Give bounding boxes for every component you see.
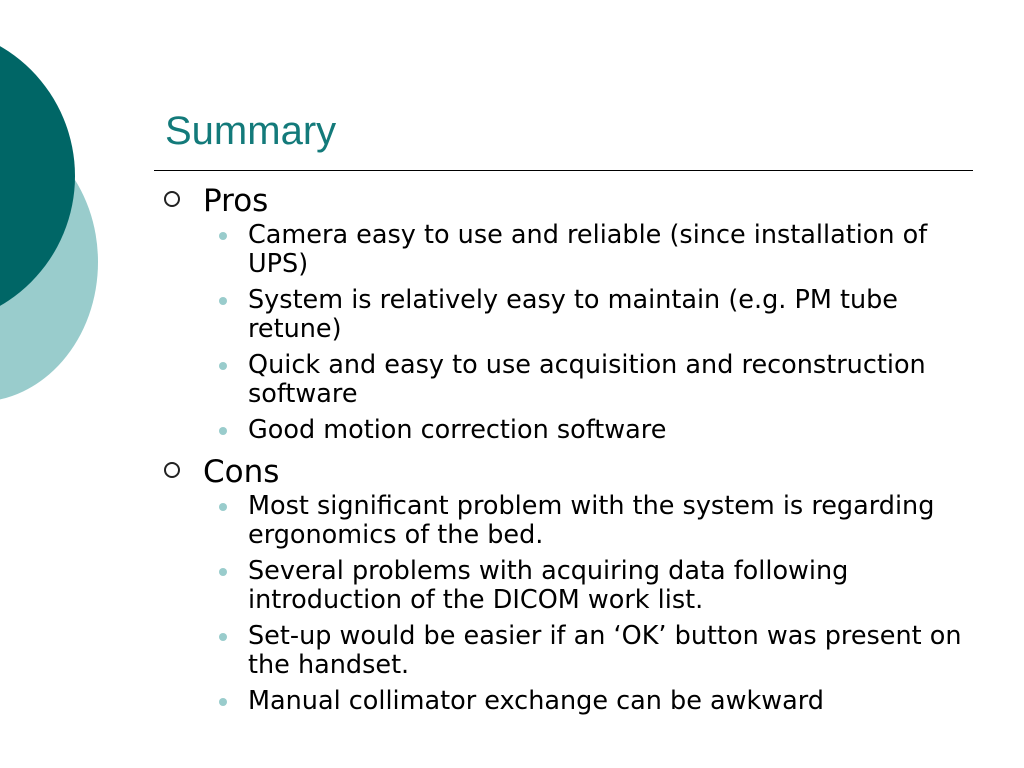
list-item-text: Camera easy to use and reliable (since installation of UPS): [248, 220, 928, 279]
hollow-circle-icon: [164, 462, 180, 478]
pros-heading-item: [164, 181, 964, 221]
list-item: [164, 557, 964, 615]
slide-body: [164, 181, 964, 723]
cons-heading: Cons: [203, 454, 280, 490]
list-item-text: Quick and easy to use acquisition and reconstruction software: [248, 350, 926, 409]
title-divider: [154, 170, 973, 171]
bullet-dot-icon: [219, 633, 227, 641]
list-item-text: System is relatively easy to maintain (e.g. PM tube retune): [248, 285, 898, 344]
cons-section: [164, 452, 964, 716]
cons-heading-item: [164, 452, 964, 492]
list-item: [164, 286, 964, 344]
bullet-dot-icon: [219, 232, 227, 240]
list-item: [164, 221, 964, 279]
bullet-dot-icon: [219, 503, 227, 511]
bullet-dot-icon: [219, 568, 227, 576]
list-item-text: Several problems with acquiring data following introduction of the DICOM work list.: [248, 556, 849, 615]
hollow-circle-icon: [164, 191, 180, 207]
list-item-text: Manual collimator exchange can be awkward: [248, 686, 824, 716]
pros-list: [164, 221, 964, 445]
list-item: [164, 351, 964, 409]
list-item-text: Set-up would be easier if an ‘OK’ button was present on the handset.: [248, 621, 962, 680]
cons-list: [164, 492, 964, 716]
slide-title: Summary: [165, 109, 337, 153]
list-item: [164, 492, 964, 550]
pros-section: [164, 181, 964, 445]
list-item-text: Good motion correction software: [248, 415, 667, 445]
list-item: [164, 622, 964, 680]
bullet-dot-icon: [219, 698, 227, 706]
bullet-dot-icon: [219, 297, 227, 305]
bullet-dot-icon: [219, 362, 227, 370]
bullet-dot-icon: [219, 427, 227, 435]
list-item: [164, 687, 964, 716]
pros-heading: Pros: [203, 183, 269, 219]
list-item-text: Most significant problem with the system is regarding ergonomics of the bed.: [248, 491, 935, 550]
list-item: [164, 416, 964, 445]
